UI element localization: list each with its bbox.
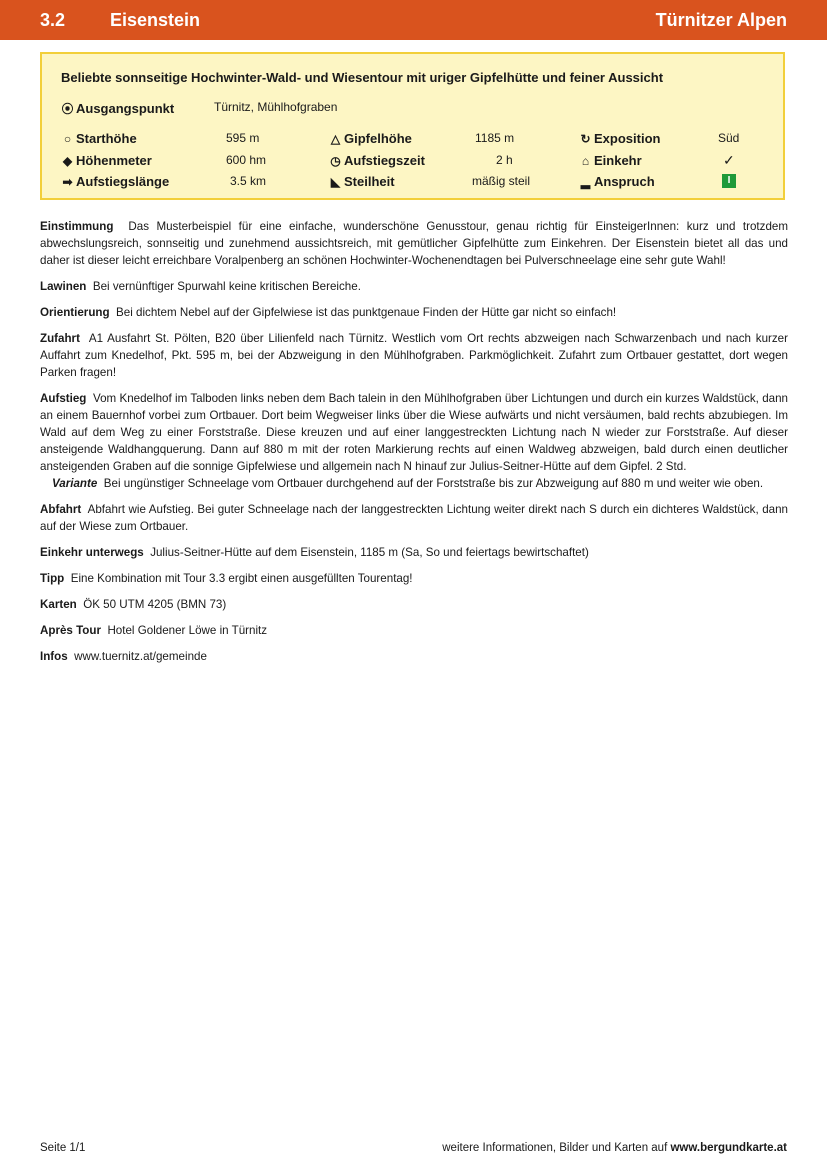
- start-height-value: 595 m: [226, 131, 260, 145]
- start-point-value: Türnitz, Mühlhofgraben: [214, 100, 338, 114]
- section-tipp: Tipp Eine Kombination mit Tour 3.3 ergibt einen ausgefüllten Tourentag!: [40, 572, 413, 585]
- arrow-right-icon: ➡: [62, 175, 73, 189]
- start-point-label: ⦿ Ausgangspunkt: [61, 101, 175, 116]
- difficulty-label: ▂ Anspruch: [580, 174, 655, 189]
- slope-icon: ◣: [330, 175, 341, 189]
- compass-icon: ↻: [580, 132, 591, 146]
- clock-icon: ◷: [330, 154, 341, 168]
- section-abfahrt: Abfahrt Abfahrt wie Aufstieg. Bei guter Schneelage nach der langgestreckten Lichtung weiter direkt nach S durch ein dichteres Waldstück, dann auf der Wiese zum Ortbauer.: [40, 503, 788, 533]
- summit-height-label: △ Gipfelhöhe: [330, 131, 412, 146]
- house-icon: ⌂: [581, 154, 590, 168]
- tour-headline: Beliebte sonnseitige Hochwinter-Wald- und Wiesentour mit uriger Gipfelhütte und feiner Aussicht: [61, 70, 664, 85]
- hut-label: ⌂ Einkehr: [579, 153, 642, 168]
- bars-icon: ▂: [580, 175, 591, 189]
- steepness-value: mäßig steil: [472, 174, 531, 188]
- boots-icon: ◆: [62, 154, 73, 168]
- section-zufahrt: Zufahrt A1 Ausfahrt St. Pölten, B20 über Lilienfeld nach Türnitz. Westlich vom Ort rechts abzweigen nach Schwarzenbach und nach kurzer Auffahrt zum Knedelhof, Pkt. 595 m, bei der Abzweigung in den Mühlhofgraben. Parkmöglichkeit. Zufahrt zum Ortbauer gestattet, dort wegen Parken fragen!: [40, 332, 788, 379]
- tour-info-box: [40, 52, 785, 200]
- section-aufstieg: Aufstieg Vom Knedelhof im Talboden links neben dem Bach talein in den Mühlhofgraben über Lichtungen und durch ein kurzes Waldstück, dann an einem Bauernhof vorbei zum Ortbauer. Dort beim Wegweiser links über die Wiese aufwärts und nicht versäumen, bald rechts abzubiegen. Im Wald auf dem Weg zu einer Forststraße. Diese kreuzen und auf einer langgestreckten Lichtung nach N wieder zur Forststraße. Auf dieser ansteigende Waldhangquerung. Dann auf 880 m mit der roten Markierung rechts auf einen Waldweg abzweigen, bald durch einen deutlicher ansteigenden Graben auf die sonnige Gipfelwiese und allgemein nach N hinauf zur Julius-Seitner-Hütte auf dem Gipfel. 2 Std.: [40, 392, 788, 473]
- elevation-gain-label: ◆ Höhenmeter: [62, 153, 152, 168]
- footer-url-link[interactable]: www.bergundkarte.at: [670, 1142, 787, 1154]
- page-number: Seite 1/1: [40, 1142, 86, 1154]
- circle-icon: ○: [63, 132, 72, 146]
- start-height-label: ○ Starthöhe: [61, 131, 137, 146]
- exposition-label: ↻ Exposition: [580, 131, 661, 146]
- footer-info: weitere Informationen, Bilder und Karten auf www.bergundkarte.at: [442, 1142, 787, 1154]
- ascent-length-value: 3.5 km: [230, 174, 267, 188]
- section-einstimmung: Einstimmung Das Musterbeispiel für eine einfache, wunderschöne Genusstour, genau richtig für EinsteigerInnen: kurz und trotzdem abwechslungsreich, sonnseitig und zunehmend aussichtsreich, mit gemütlicher Gipfelhütte zum Einkehren. Der Eisenstein bietet all das und daher ist dieser leicht erreichbare Voralpenberg an schönen Hochwinter-Wochenendtagen bei Pulverschneelage eine sehr gute Wahl!: [40, 220, 789, 267]
- hut-check-icon: ✓: [723, 152, 735, 168]
- steepness-label: ◣ Steilheit: [330, 174, 395, 189]
- ascent-time-value: 2 h: [496, 153, 513, 167]
- section-einkehr: Einkehr unterwegs Julius-Seitner-Hütte auf dem Eisenstein, 1185 m (Sa, So und feiertags bewirtschaftet): [40, 546, 589, 559]
- page-header: [0, 0, 827, 40]
- triangle-icon: △: [330, 132, 341, 146]
- section-karten: Karten ÖK 50 UTM 4205 (BMN 73): [40, 598, 227, 611]
- section-orientierung: Orientierung Bei dichtem Nebel auf der Gipfelwiese ist das punktgenaue Finden der Hütte gar nicht so einfach!: [40, 306, 617, 319]
- ascent-length-label: ➡ Aufstiegslänge: [62, 174, 170, 189]
- elevation-gain-value: 600 hm: [226, 153, 267, 167]
- tour-description: [40, 218, 788, 674]
- target-icon: ⦿: [61, 102, 74, 116]
- exposition-value: Süd: [718, 131, 740, 145]
- tour-title: Eisenstein: [110, 10, 201, 30]
- section-lawinen: Lawinen Bei vernünftiger Spurwahl keine kritischen Bereiche.: [40, 280, 361, 293]
- section-infos: Infos www.tuernitz.at/gemeinde: [40, 650, 207, 663]
- difficulty-badge: I: [722, 174, 736, 188]
- tour-number: 3.2: [40, 10, 66, 30]
- region-title: Türnitzer Alpen: [655, 10, 787, 30]
- section-variante: Variante Bei ungünstiger Schneelage vom Ortbauer durchgehend auf der Forststraße bis zur Abzweigung auf 880 m und weiter wie oben.: [52, 477, 764, 490]
- ascent-time-label: ◷ Aufstiegszeit: [330, 153, 425, 168]
- summit-height-value: 1185 m: [475, 131, 515, 145]
- section-apres-tour: Après Tour Hotel Goldener Löwe in Türnitz: [40, 624, 268, 637]
